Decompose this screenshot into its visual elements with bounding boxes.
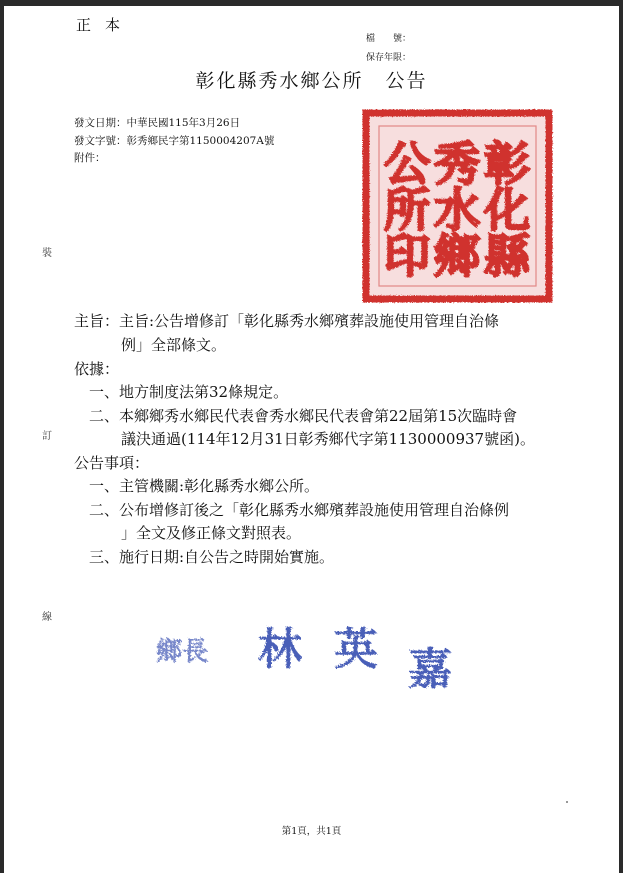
basis-heading: 依據： [74,360,120,378]
seal-char-2: 化 [484,183,530,237]
basis-item-2-line-1: 二、本鄉鄉秀水鄉民代表會秀水鄉民代表會第22屆第15次臨時會 [89,407,518,425]
signature-title: 鄉長 [156,637,209,667]
retention-period-label: 保存年限： [366,53,412,63]
scan-speck [566,801,568,803]
basis-item-2-line-2: 議決通過(114年12月31日彰秀鄉代字第1130000937號函)。 [121,430,535,448]
issue-date: 發文日期：中華民國115年3月26日 [74,117,241,129]
seal-char-9: 印 [384,229,430,283]
mayor-signature-stamp [150,614,470,694]
signature-name-3: 嘉 [408,644,452,694]
seal-char-3: 縣 [484,229,530,283]
notice-item-1: 一、主管機關:彰化縣秀水鄉公所。 [89,477,320,495]
basis-item-1: 一、地方制度法第32條規定。 [89,383,289,401]
seal-char-8: 所 [384,183,430,237]
attachment-label: 附件： [74,152,106,164]
binding-mark-zhuang: 裝 [42,248,52,259]
signature-name-2: 英 [334,624,378,675]
document-title [0,66,623,93]
copy-mark: 正本 [76,16,135,34]
notice-heading: 公告事項： [74,454,150,472]
notice-item-2-line-2: 」全文及修正條文對照表。 [121,524,302,542]
scan-border-top [0,0,623,6]
seal-char-6: 鄉 [434,229,480,283]
seal-char-1: 彰 [484,137,530,191]
subject-line-2: 例」全部條文。 [121,336,227,354]
scan-border-right [619,0,623,873]
binding-mark-ding: 訂 [42,431,52,442]
page-footer: 第1頁，共1頁 [281,826,342,837]
binding-mark-xian: 線 [42,612,52,623]
notice-item-2-line-1: 二、公布增修訂後之「彰化縣秀水鄉殯葬設施使用管理自治條例 [89,501,510,519]
seal-char-4: 秀 [434,137,480,191]
official-seal [361,108,554,304]
signature-name-1: 林 [258,624,302,675]
seal-char-5: 水 [434,183,480,237]
document-number: 發文字號：彰秀鄉民字第1150004207A號 [74,135,275,147]
seal-char-7: 公 [384,137,430,191]
subject-line-1: 主旨：主旨:公告增修訂「彰化縣秀水鄉殯葬設施使用管理自治條 [74,312,500,330]
title-type: 公告 [385,70,428,92]
title-organization: 彰化縣秀水鄉公所 [195,70,364,92]
file-number-label: 檔 號： [366,34,412,44]
notice-item-3: 三、施行日期:自公告之時開始實施。 [89,548,335,566]
scan-border-left [0,0,4,873]
